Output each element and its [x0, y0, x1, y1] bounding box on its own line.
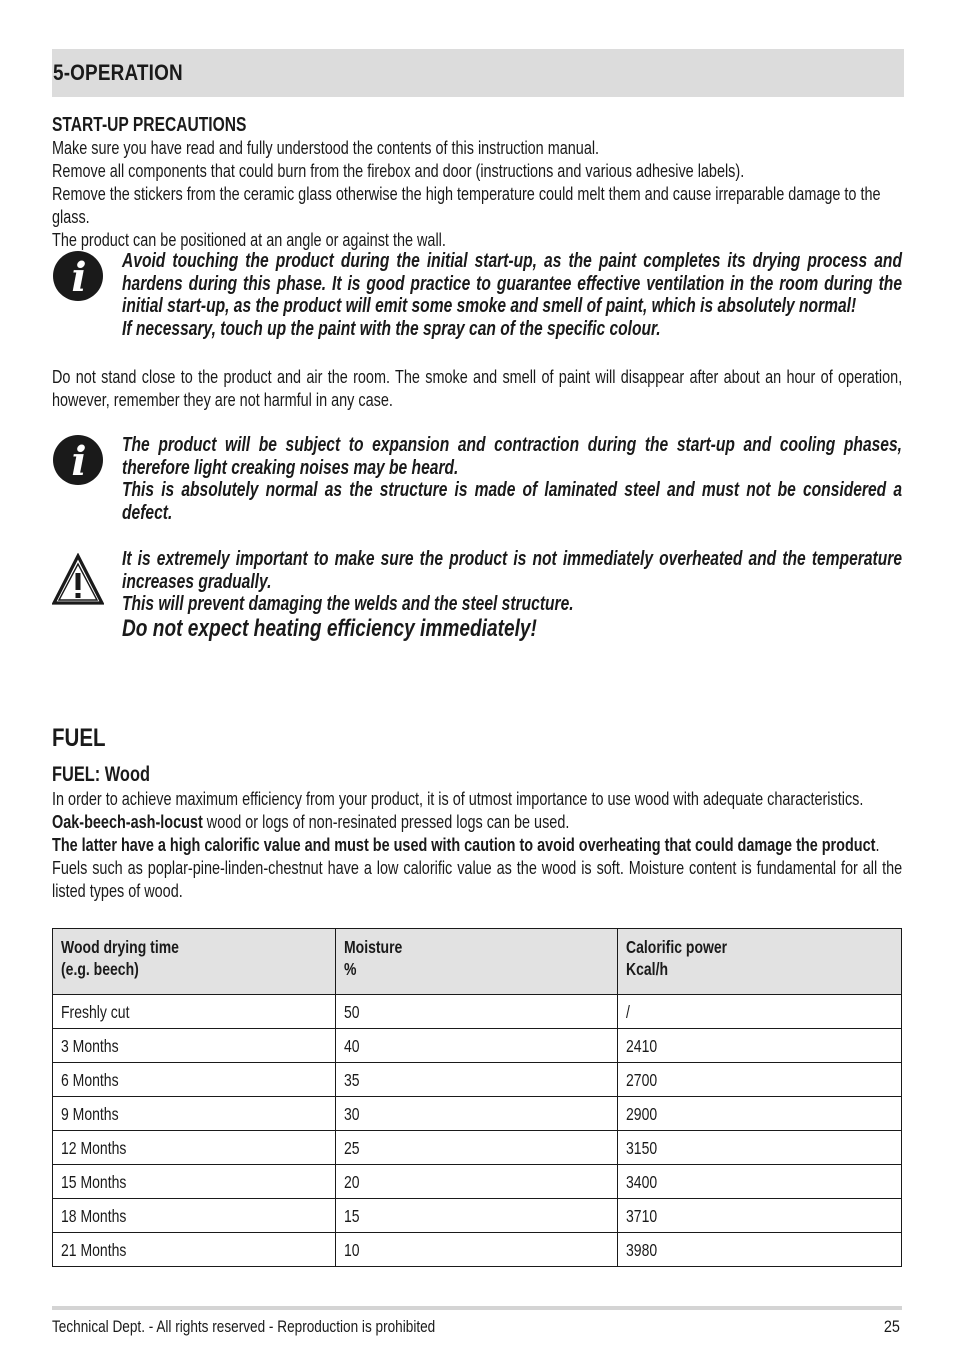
- fuel-subheading: FUEL: Wood: [52, 763, 150, 786]
- startup-line-2: Remove all components that could burn from the firebox and door (instructions and various adhesive labels).: [52, 160, 745, 181]
- table-cell: 12 Months: [53, 1131, 336, 1165]
- table-cell: 50: [335, 995, 618, 1029]
- table-row: [53, 1199, 902, 1233]
- table-cell: 3980: [618, 1233, 902, 1267]
- note3-text2: This will prevent damaging the welds and the steel structure.: [122, 593, 574, 616]
- note-overheat-warning: [52, 548, 902, 643]
- table-cell: 9 Months: [53, 1097, 336, 1131]
- startup-line-4: The product can be positioned at an angle or against the wall.: [52, 229, 446, 250]
- table-cell: 6 Months: [53, 1063, 336, 1097]
- startup-line-3: Remove the stickers from the ceramic glass otherwise the high temperature could melt them and cause irreparable damage to the glass.: [52, 183, 881, 227]
- note-expansion-info: [52, 434, 902, 525]
- header-moisture: Moisture %: [335, 929, 618, 995]
- table-row: [53, 1097, 902, 1131]
- header-drying-time: Wood drying time (e.g. beech): [53, 929, 336, 995]
- table-cell: 2900: [618, 1097, 902, 1131]
- table-cell: 3710: [618, 1199, 902, 1233]
- startup-line-1: Make sure you have read and fully understood the contents of this instruction manual.: [52, 137, 600, 158]
- fuel-title-wrap: [52, 724, 117, 753]
- header-calorific-power: Calorific power Kcal/h: [618, 929, 902, 995]
- section-header: [52, 49, 904, 97]
- note1-text: Avoid touching the product during the initial start-up, as the paint completes its drying process and hardens during this phase. It is good practice to guarantee effective ventilation in the room during the initial start-up, as the product will emit some smoke and smell of paint, which is absolutely normal!: [122, 250, 902, 318]
- table-row: [53, 1233, 902, 1267]
- wood-drying-table: [52, 928, 902, 1267]
- table-cell: 15 Months: [53, 1165, 336, 1199]
- table-row: [53, 1165, 902, 1199]
- fuel-woods-rest: wood or logs of non-resinated pressed logs can be used.: [202, 811, 570, 832]
- table-row: [53, 1131, 902, 1165]
- startup-heading: START-UP PRECAUTIONS: [52, 114, 247, 136]
- fuel-line-2: [52, 810, 902, 833]
- table-cell: 35: [335, 1063, 618, 1097]
- fuel-line-1: In order to achieve maximum efficiency from your product, it is of utmost importance to use wood with adequate characteristics.: [52, 788, 864, 809]
- svg-text:i: i: [71, 254, 87, 301]
- note-paint-info: [52, 250, 902, 345]
- table-cell: 3150: [618, 1131, 902, 1165]
- fuel-caution-rest: .: [875, 834, 880, 855]
- table-row: [53, 995, 902, 1029]
- note3-text: It is extremely important to make sure the product is not immediately overheated and the temperature increases gradually.: [122, 548, 902, 593]
- table-cell: 18 Months: [53, 1199, 336, 1233]
- table-row: [53, 1063, 902, 1097]
- page-number: 25: [883, 1317, 900, 1336]
- info-icon: [52, 250, 104, 302]
- section-title: 5-OPERATION: [53, 60, 183, 85]
- table-cell: 2700: [618, 1063, 902, 1097]
- table-cell: 10: [335, 1233, 618, 1267]
- table-cell: 30: [335, 1097, 618, 1131]
- note2-text2: This is absolutely normal as the structure is made of laminated steel and must not be considered a defect.: [122, 479, 902, 525]
- note3-emphasis: Do not expect heating efficiency immediately!: [122, 615, 537, 643]
- fuel-woods-bold: Oak-beech-ash-locust: [52, 811, 203, 832]
- table-cell: 20: [335, 1165, 618, 1199]
- fuel-line-3: [52, 833, 902, 856]
- table-header-row: [53, 929, 902, 995]
- fuel-section: [52, 763, 902, 902]
- note2-text: The product will be subject to expansion and contraction during the start-up and cooling phases, therefore light creaking noises may be heard.: [122, 434, 902, 479]
- table-cell: 2410: [618, 1029, 902, 1063]
- svg-text:i: i: [71, 438, 87, 485]
- table-cell: 21 Months: [53, 1233, 336, 1267]
- footer-divider: [52, 1306, 902, 1310]
- table-cell: 40: [335, 1029, 618, 1063]
- smoke-paragraph: [52, 366, 902, 411]
- footer-text: Technical Dept. - All rights reserved - Reproduction is prohibited: [52, 1317, 436, 1336]
- table-body: [53, 995, 902, 1267]
- smoke-text: Do not stand close to the product and air the room. The smoke and smell of paint will disappear after about an hour of operation, however, remember they are not harmful in any case.: [52, 366, 903, 410]
- info-icon: [52, 434, 104, 486]
- table-cell: 3400: [618, 1165, 902, 1199]
- fuel-caution-bold: The latter have a high calorific value and must be used with caution to avoid overheating that could damage the product: [52, 834, 876, 855]
- table-row: [53, 1029, 902, 1063]
- warning-icon: [52, 553, 104, 605]
- note1-text2: If necessary, touch up the paint with the spray can of the specific colour.: [122, 318, 661, 341]
- table-cell: /: [618, 995, 902, 1029]
- startup-section: [52, 114, 902, 251]
- fuel-title: FUEL: [52, 724, 106, 752]
- table-cell: 15: [335, 1199, 618, 1233]
- fuel-line-4: Fuels such as poplar-pine-linden-chestnut have a low calorific value as the wood is soft. Moisture content is fundamental for all the listed types of wood.: [52, 857, 903, 901]
- table-cell: 3 Months: [53, 1029, 336, 1063]
- table-cell: 25: [335, 1131, 618, 1165]
- table-cell: Freshly cut: [53, 995, 336, 1029]
